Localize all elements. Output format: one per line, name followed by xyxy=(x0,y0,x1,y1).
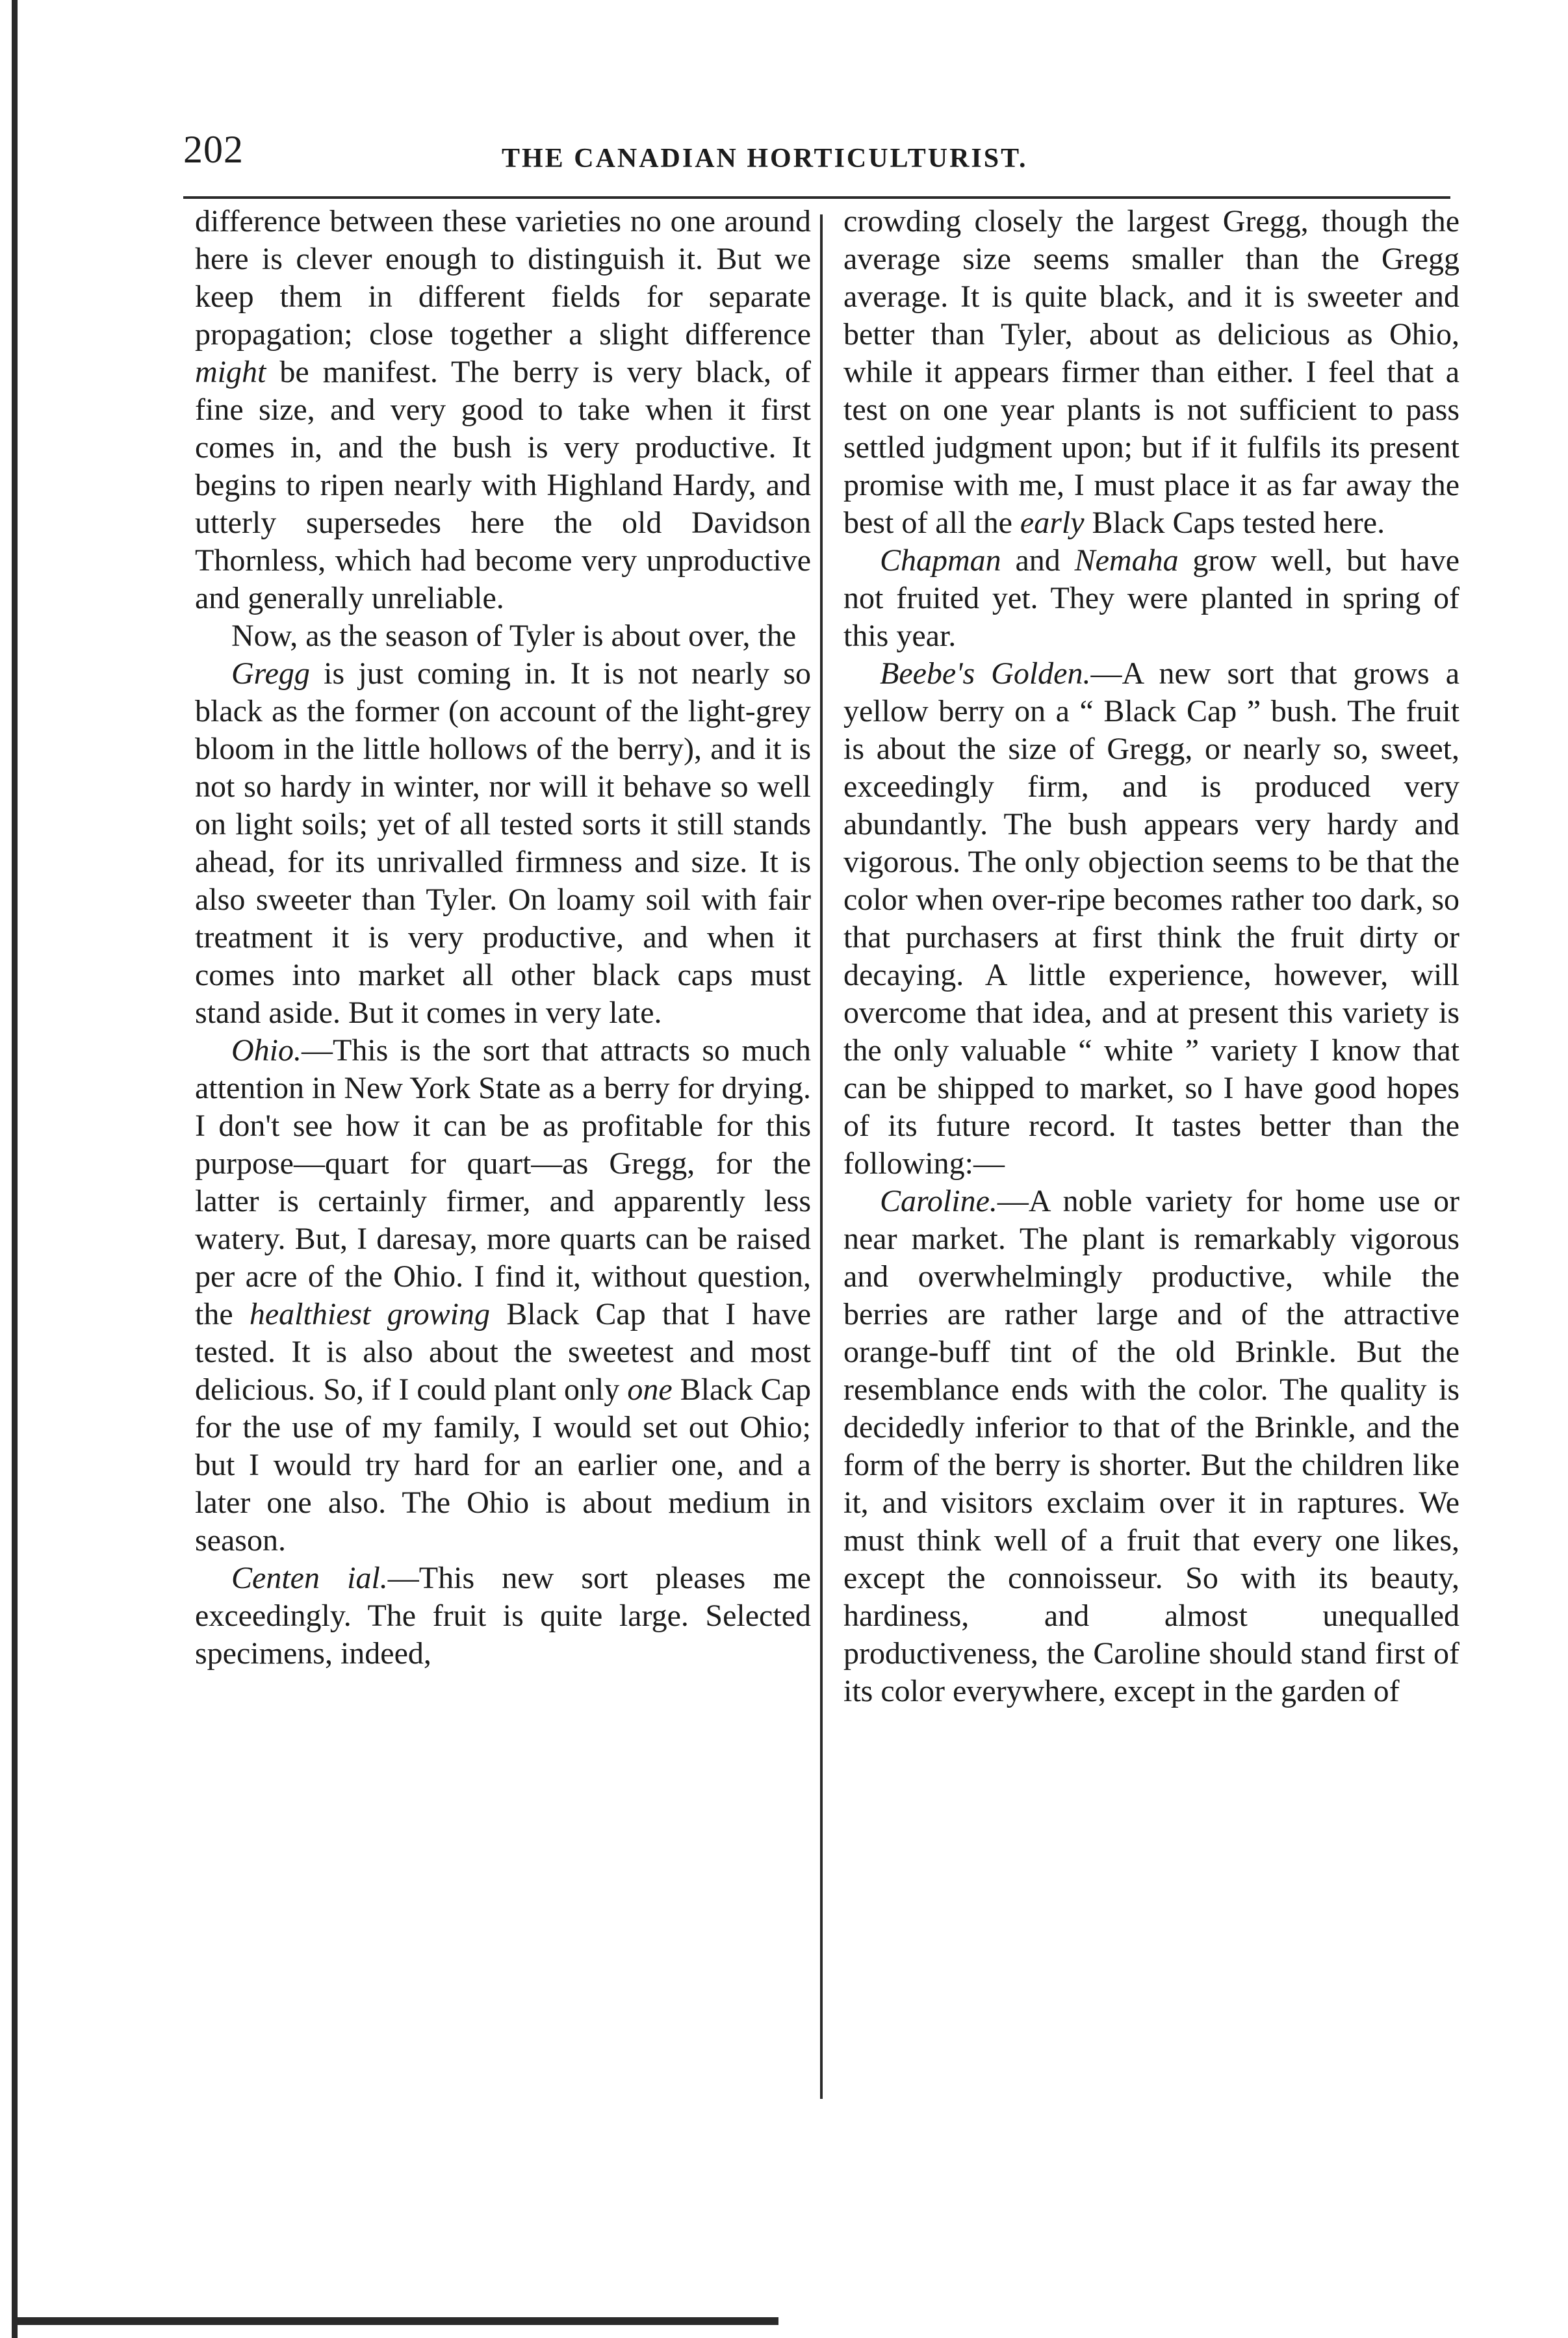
page-bottom-border xyxy=(12,2317,778,2325)
header-rule xyxy=(183,196,1450,199)
variety-name: Gregg xyxy=(231,656,310,691)
running-title: THE CANADIAN HORTICULTURIST. xyxy=(502,144,1028,173)
paragraph: Chapman and Nemaha grow well, but have not fruited yet. They were planted in spring of this year. xyxy=(843,543,1459,653)
paragraph: Beebe's Golden.—A new sort that grows a yellow berry on a “ Black Cap ” bush. The fruit is about the size of Gregg, or nearly so, sweet, exceedingly firm, and is produced very abundantly. The bush appears very hardy and vigorous. The only objection seems to be that the color when over-ripe becomes rather too dark, so that purchasers at first think the fruit dirty or decaying. A little experience, however, will overcome that idea, and at present this variety is the only valuable “ white ” variety I know that can be shipped to market, so I have good hopes of its future record. It tastes better than the following:— xyxy=(843,656,1460,1181)
column-divider xyxy=(820,214,823,2099)
variety-name: Caroline. xyxy=(880,1184,997,1218)
variety-name: Nemaha xyxy=(1074,543,1179,578)
paragraph: Centen ial.—This new sort pleases me exceedingly. The fruit is quite large. Selected specimens, indeed, xyxy=(195,1561,811,1671)
paragraph: Now, as the season of Tyler is about over, the xyxy=(231,619,797,653)
paragraph: crowding closely the largest Gregg, though the average size seems smaller than the Gregg average. It is quite black, and it is sweeter and better than Tyler, about as delicious as Ohio, while it appears firmer than either. I feel that a test on one year plants is not sufficient to pass settled judgment upon; but if it fulfils its present promise with me, I must place it as far away the best of all the early Black Caps tested here. xyxy=(843,204,1459,540)
left-column xyxy=(195,203,811,1673)
paragraph: difference between these varieties no one around here is clever enough to distinguish it. But we keep them in different fields for separate propagation; close together a slight difference might be manifest. The berry is very black, of fine size, and very good to take when it first comes in, and the bush is very productive. It begins to ripen nearly with Highland Hardy, and utterly supersedes here the old Davidson Thornless, which had become very unproductive and generally unreliable. xyxy=(195,204,811,615)
variety-name: Beebe's Golden. xyxy=(880,656,1091,691)
paragraph: Ohio.—This is the sort that attracts so much attention in New York State as a berry for drying. I don't see how it can be as profitable for this purpose—quart for quart—as Gregg, for the latter is certainly firmer, and apparently less watery. But, I daresay, more quarts can be raised per acre of the Ohio. I find it, without question, the healthiest growing Black Cap that I have tested. It is also about the sweetest and most delicious. So, if I could plant only one Black Cap for the use of my family, I would set out Ohio; but I would try hard for an earlier one, and a later one also. The Ohio is about medium in season. xyxy=(195,1033,812,1558)
paragraph: Caroline.—A noble variety for home use or near market. The plant is remarkably vigorous and overwhelmingly productive, while the berries are rather large and of the attractive orange-buff tint of the old Brinkle. But the resemblance ends with the color. The quality is decidedly inferior to that of the Brinkle, and the form of the berry is shorter. But the children like it, and visitors exclaim over it in raptures. We must think well of a fruit that every one likes, except the connoisseur. So with its beauty, hardiness, and almost unequalled productiveness, the Caroline should stand first of its color everywhere, except in the garden of xyxy=(843,1184,1459,1708)
right-column xyxy=(843,203,1459,1710)
variety-name: Centen ial. xyxy=(231,1561,388,1595)
paragraph: Gregg is just coming in. It is not nearly so black as the former (on account of the light-grey bloom in the little hollows of the berry), and it is not so hardy in winter, nor will it behave so well on light soils; yet of all tested sorts it still stands ahead, for its unrivalled firmness and size. It is also sweeter than Tyler. On loamy soil with fair treatment it is very productive, and when it comes into market all other black caps must stand aside. But it comes in very late. xyxy=(195,656,811,1030)
page-edge-border xyxy=(12,0,18,2338)
variety-name: Chapman xyxy=(880,543,1001,578)
page-number: 202 xyxy=(183,128,244,171)
variety-name: Ohio. xyxy=(231,1033,302,1068)
